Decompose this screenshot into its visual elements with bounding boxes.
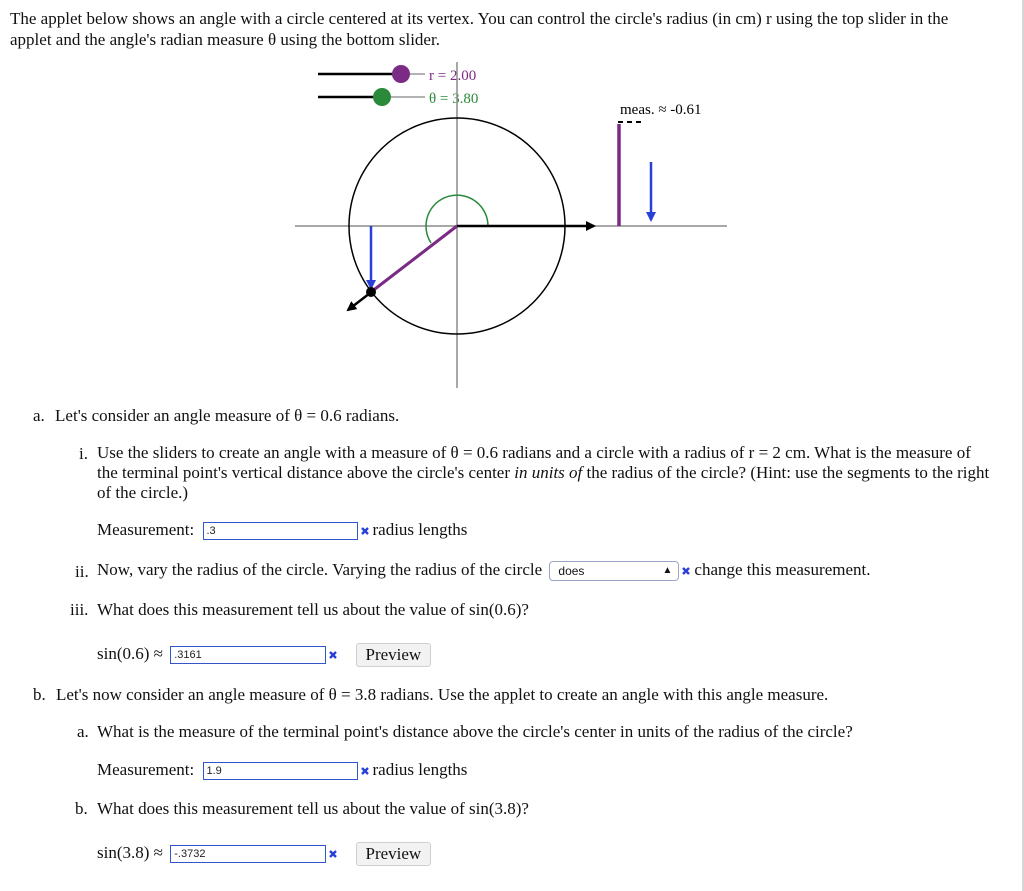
part-a-i-question [97, 443, 1012, 503]
sin-label-a: sin(0.6) ≈ [97, 643, 163, 663]
sin-input-b[interactable]: -.3732 [170, 845, 326, 863]
sin-label-b: sin(3.8) ≈ [97, 842, 163, 862]
measurement-input-a[interactable]: .3 [203, 522, 358, 540]
part-b-a-marker: a. [77, 722, 89, 741]
part-a-iii-marker: iii. [70, 600, 89, 619]
part-b-b-answer-row [97, 842, 431, 866]
part-a-i-line-3: of the circle.) [97, 483, 189, 502]
part-a-ii-text-post: change this measurement. [694, 560, 871, 579]
theta-slider-label: θ = 3.80 [429, 91, 479, 107]
measurement-label-a: Measurement: [97, 520, 195, 539]
part-b-text: Let's now consider an angle measure of θ = 3.8 radians. Use the applet to create an angle with this angle measure. [56, 685, 829, 704]
part-a-marker: a. [33, 406, 45, 425]
applet-canvas [280, 60, 740, 395]
preview-button-a[interactable]: Preview [356, 643, 432, 667]
measurement-input-b[interactable]: 1.9 [203, 762, 358, 780]
angle-applet [280, 60, 740, 395]
r-slider-label: r = 2.00 [429, 68, 477, 84]
measurement-readout: meas. ≈ -0.61 [620, 102, 702, 118]
r-slider-handle[interactable] [392, 65, 410, 83]
part-a-ii-question [97, 560, 870, 581]
part-a-iii-question: What does this measurement tell us about the value of sin(0.6)? [97, 600, 529, 619]
part-b-a-question: What is the measure of the terminal point's distance above the circle's center in units of the radius of the circle? [97, 722, 853, 741]
terminal-point[interactable] [366, 287, 376, 297]
part-a-text: Let's consider an angle measure of θ = 0.6 radians. [55, 406, 400, 425]
radius-segment [371, 226, 457, 292]
does-select-value: does [558, 564, 585, 579]
part-a-prompt [33, 406, 399, 426]
unit-label-a: radius lengths [372, 520, 468, 539]
intro-line-2: applet and the angle's radian measure θ using the bottom slider. [10, 30, 440, 49]
preview-button-b[interactable]: Preview [356, 842, 432, 866]
part-a-i-marker: i. [79, 444, 88, 463]
incorrect-icon [328, 650, 338, 660]
intro-line-1: The applet below shows an angle with a circle centered at its vertex. You can control the circle's radius (in cm) r using the top slider in the [10, 9, 949, 28]
part-b-b-question: What does this measurement tell us about the value of sin(3.8)? [97, 799, 529, 818]
part-a-i-line-2-em: in units of [514, 463, 583, 482]
part-b-a-answer-row [97, 760, 467, 780]
part-b-b-marker: b. [75, 799, 88, 818]
incorrect-icon [681, 566, 691, 576]
part-a-i-line-2-post: the radius of the circle? (Hint: use the segments to the right [582, 463, 990, 482]
incorrect-icon [328, 849, 338, 859]
unit-label-b: radius lengths [372, 760, 468, 779]
part-a-i-line-2 [97, 463, 1012, 483]
measurement-label-b: Measurement: [97, 760, 195, 779]
part-a-ii-marker: ii. [75, 562, 89, 581]
part-b-marker: b. [33, 685, 46, 704]
part-a-ii-text-pre: Now, vary the radius of the circle. Varying the radius of the circle [97, 560, 543, 579]
part-a-i-answer-row [97, 520, 467, 540]
part-a-i-line-1: Use the sliders to create an angle with a measure of θ = 0.6 radians and a circle with a radius of r = 2 cm. What is the measure of [97, 443, 971, 462]
sin-input-a[interactable]: .3161 [170, 646, 326, 664]
incorrect-icon [360, 766, 370, 776]
select-arrows-icon: ▲ [662, 565, 673, 577]
part-a-i-line-2-pre: the terminal point's vertical distance above the circle's center [97, 463, 515, 482]
theta-slider-handle[interactable] [373, 88, 391, 106]
intro-paragraph [10, 8, 1010, 50]
incorrect-icon [360, 526, 370, 536]
part-b-prompt [33, 685, 828, 705]
part-a-iii-answer-row [97, 643, 431, 667]
does-select[interactable] [549, 561, 679, 581]
